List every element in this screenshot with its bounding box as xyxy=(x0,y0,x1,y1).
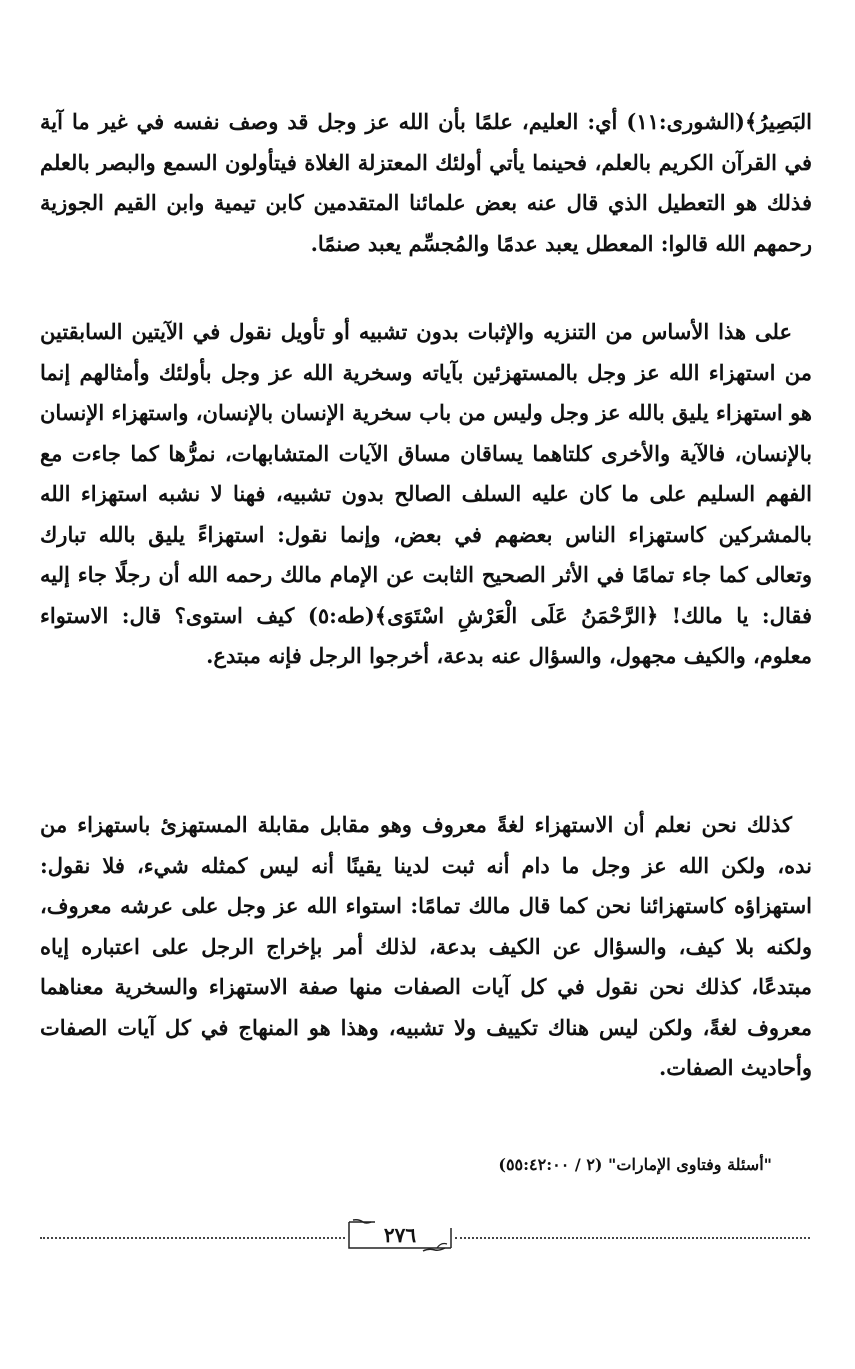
paragraph-1-text: البَصِيرُ﴾(الشورى:١١) أي: العليم، علمًا بأن الله عز وجل قد وصف نفسه في غير ما آية في القرآن الكريم بالعلم، فحينما يأتي أولئك المعتزلة الغلاة فيتأولون السمع والبصر بالعلم فذلك هو التعطيل الذي قال عنه بعض علمائنا المتقدمين كابن تيمية وابن القيم الجوزية رحمهم الله قالوا: المعطل يعبد عدمًا والمُجسِّم يعبد صنمًا. xyxy=(40,109,812,256)
page-number: ٢٧٦ xyxy=(383,1223,417,1247)
source-citation: "أسئلة وفتاوى الإمارات" (٢ / ٥٥:٤٢:٠٠) xyxy=(498,1155,772,1174)
paragraph-2-text: على هذا الأساس من التنزيه والإثبات بدون تشبيه أو تأويل نقول في الآيتين السابقتين من استهزاء الله عز وجل بالمستهزئين بآياته وسخرية الله عز وجل بأولئك وأمثالهم إنما هو استهزاء يليق بالله عز وجل وليس من باب سخرية الإنسان بالإنسان، واستهزاء الإنسان بالإنسان، فالآية والأخرى كلتاهما يساقان مساق الآيات المتشابهات، نمرُّها كما جاءت مع الفهم السليم على ما كان عليه السلف الصالح بدون تشبيه، فهنا لا نشبه استهزاء الله بالمشركين كاستهزاء الناس بعضهم في بعض، وإنما نقول: استهزاءً يليق بالله تبارك وتعالى كما جاء تمامًا في الأثر الصحيح الثابت عن الإمام مالك رحمه الله أن رجلًا جاء إليه فقال: يا مالك! ﴿الرَّحْمَنُ عَلَى الْعَرْشِ اسْتَوَى﴾(طه:٥) كيف استوى؟ قال: الاستواء معلوم، والكيف مجهول، والسؤال عنه بدعة، أخرجوا الرجل فإنه مبتدع. xyxy=(40,319,813,668)
paragraph-1 xyxy=(40,102,812,264)
footer-dotted-rule-right xyxy=(455,1237,810,1239)
paragraph-3-text: كذلك نحن نعلم أن الاستهزاء لغةً معروف وهو مقابل مقابلة المستهزئ باستهزاء من نده، ولكن الله عز وجل ما دام أنه ثبت لدينا يقينًا أنه ليس كمثله شيء، فلا نقول: استهزاؤه كاستهزائنا نحن كما قال مالك تمامًا: استواء الله عز وجل على عرشه معروف، ولكنه بلا كيف، والسؤال عن الكيف بدعة، لذلك أمر بإخراج الرجل على اعتباره إياه مبتدعًا، كذلك نحن نقول في كل آيات الصفات منها صفة الاستهزاء والسخرية معناهما معروف لغةً، ولكن ليس هناك تكييف ولا تشبيه، وهذا هو المنهاج في كل آيات الصفات وأحاديث الصفات. xyxy=(40,812,812,1080)
paragraph-3 xyxy=(40,805,812,1089)
footer-dotted-rule-left xyxy=(40,1237,345,1239)
paragraph-2 xyxy=(40,312,812,677)
